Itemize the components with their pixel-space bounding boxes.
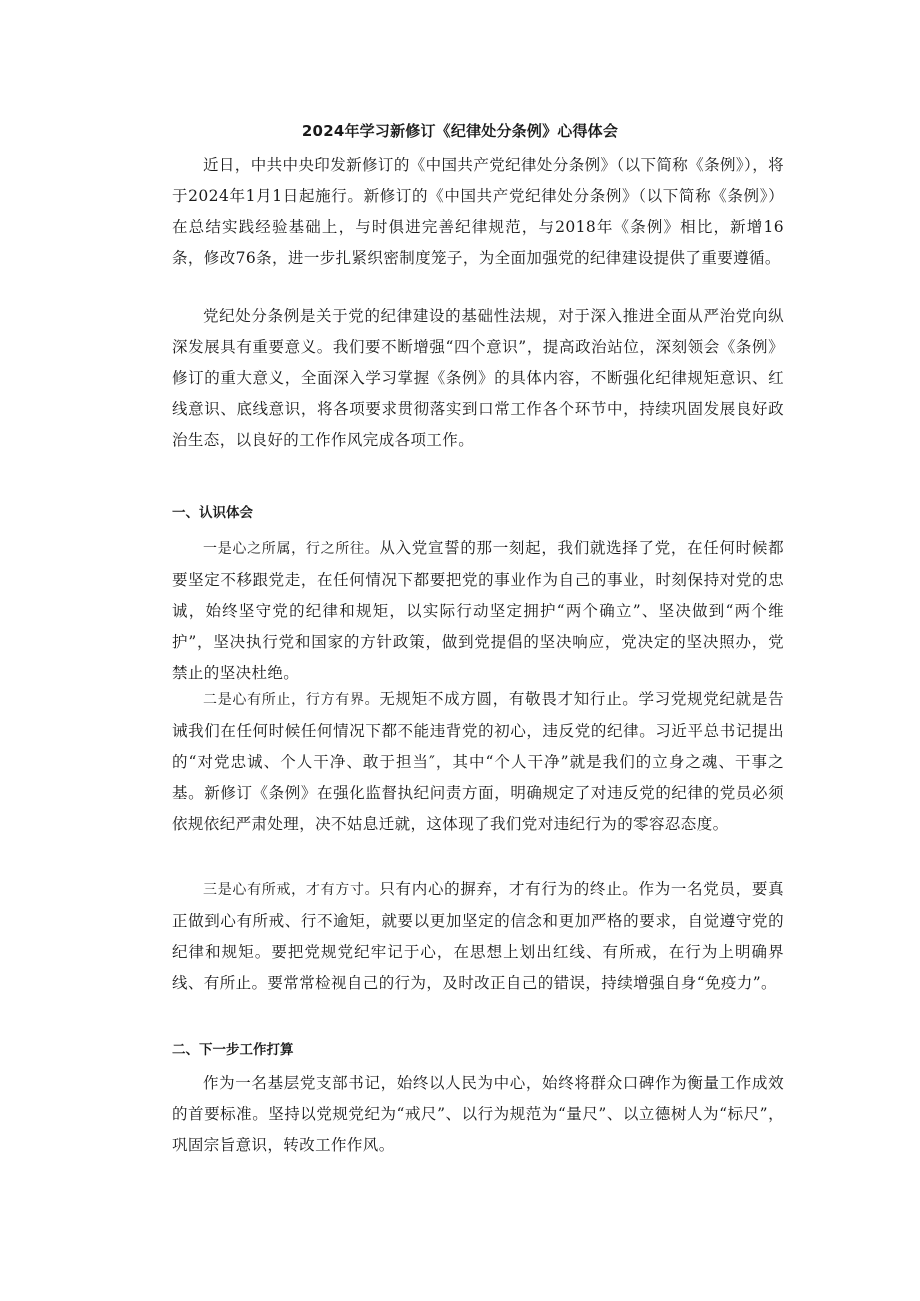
- section-1-item-2: [172, 684, 784, 840]
- point-lead-1: 一是心之所属，行之所往。: [203, 541, 380, 557]
- point-paragraph-3: [172, 874, 784, 999]
- point-paragraph-2: [172, 684, 784, 840]
- section-1-heading-wrap: [172, 503, 784, 523]
- point-text-3: 只有内心的摒弃，才有行为的终止。作为一名党员，要真正做到心有所戒、行不逾矩，就要以更加坚定的信念和更加严格的要求，自觉遵守党的纪律和规矩。要把党规党纪牢记于心，在思想上划出红线、有所戒，在行为上明确界线、有所止。要常常检视自己的行为，及时改正自己的错误，持续增强自身“免疫力”。: [172, 880, 784, 992]
- section-1-item-3: [172, 874, 784, 999]
- point-lead-2: 二是心有所止，行方有界。: [203, 692, 380, 708]
- point-text-1: 从入党宣誓的那一刻起，我们就选择了党，在任何时候都要坚定不移跟党走，在任何情况下都要把党的事业作为自己的事业，时刻保持对党的忠诚，始终坚守党的纪律和规矩，以实际行动坚定拥护“两个确立”、坚决做到“两个维护”，坚决执行党和国家的方针政策，做到党提倡的坚决响应，党决定的坚决照办，党禁止的坚决杜绝。: [172, 539, 784, 682]
- point-text-2: 无规矩不成方圆，有敬畏才知行止。学习党规党纪就是告诫我们在任何时候任何情况下都不能违背党的初心，违反党的纪律。习近平总书记提出的“对党忠诚、个人干净、敢于担当″，其中“个人干净”就是我们的立身之魂、干事之基。新修订《条例》在强化监督执纪问责方面，明确规定了对违反党的纪律的党员必须依规依纪严肃处理，决不姑息迁就，这体现了我们党对违纪行为的零容忍态度。: [172, 690, 784, 833]
- section-heading-recognition: 一、认识体会: [172, 505, 253, 521]
- intro-paragraph-2: 党纪处分条例是关于党的纪律建设的基础性法规，对于深入推进全面从严治党向纵深发展具有重要意义。我们要不断增强“四个意识”，提高政治站位，深刻领会《条例》修订的重大意义，全面深入学习掌握《条例》的具体内容，不断强化纪律规矩意识、红线意识、底线意识，将各项要求贯彻落实到口常工作各个环节中，持续巩固发展良好政治生态，以良好的工作作风完成各项工作。: [172, 307, 784, 449]
- section-1-item-1: [172, 533, 784, 689]
- section-2-body: [172, 1068, 784, 1161]
- intro-section: [172, 150, 784, 274]
- intro-section-2: [172, 301, 784, 456]
- section-2-heading-wrap: [172, 1040, 784, 1060]
- point-paragraph-1: [172, 533, 784, 689]
- next-steps-paragraph: 作为一名基层党支部书记，始终以人民为中心，始终将群众口碑作为衡量工作成效的首要标准。坚持以党规党纪为“戒尺”、以行为规范为“量尺”、以立德树人为“标尺”，巩固宗旨意识，转改工作作风。: [172, 1074, 784, 1154]
- section-heading-next-steps: 二、下一步工作打算: [172, 1042, 294, 1058]
- intro-paragraph-1: 近日，中共中央印发新修订的《中国共产党纪律处分条例》（以下简称《条例》），将于2024年1月1日起施行。新修订的《中国共产党纪律处分条例》（以下简称《条例》）在总结实践经验基础上，与时俱进完善纪律规范，与2018年《条例》相比，新增16条，修改76条，进一步扎紧织密制度笼子，为全面加强党的纪律建设提供了重要遵循。: [172, 156, 784, 267]
- document-title: 2024年学习新修订《纪律处分条例》心得体会: [301, 122, 619, 140]
- point-lead-3: 三是心有所戒，才有方寸。: [203, 882, 380, 898]
